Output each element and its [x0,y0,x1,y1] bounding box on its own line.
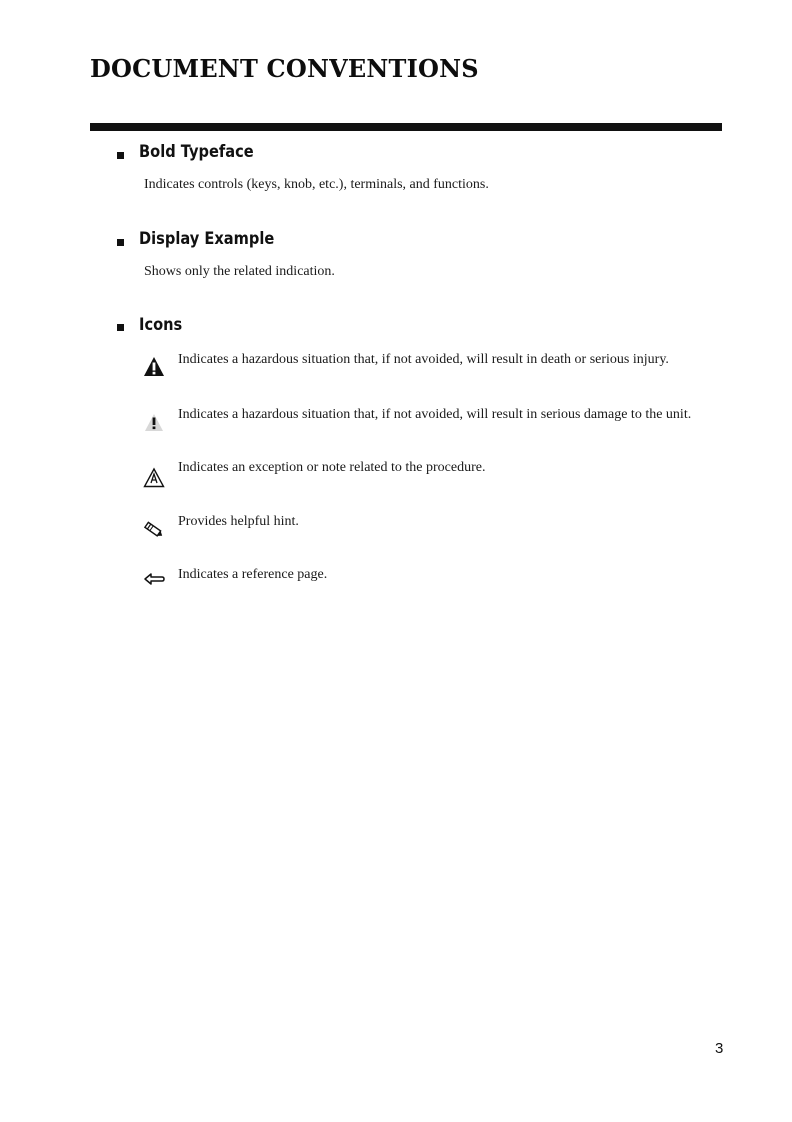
section-bullet [117,324,124,331]
section-heading: Bold Typeface [139,142,254,162]
section-description: Shows only the related indication. [144,264,335,279]
warning-filled-icon [143,356,165,378]
pencil-icon [143,519,165,541]
icon-description: Indicates a hazardous situation that, if not avoided, will result in death or serious injury. [178,352,669,367]
note-triangle-icon [143,467,165,489]
caution-icon [143,412,165,434]
section-description: Indicates controls (keys, knob, etc.), terminals, and functions. [144,177,489,192]
icon-description: Provides helpful hint. [178,514,299,529]
title-divider [90,123,722,131]
icon-description: Indicates a hazardous situation that, if not avoided, will result in serious damage to the unit. [178,407,692,422]
page-number: 3 [715,1040,724,1057]
page-title: DOCUMENT CONVENTIONS [90,54,479,83]
section-bullet [117,239,124,246]
icon-description: Indicates an exception or note related to the procedure. [178,460,486,475]
section-bullet [117,152,124,159]
section-heading: Icons [139,315,183,335]
icon-description: Indicates a reference page. [178,567,328,582]
reference-arrow-icon [143,568,165,590]
section-heading: Display Example [139,229,275,249]
